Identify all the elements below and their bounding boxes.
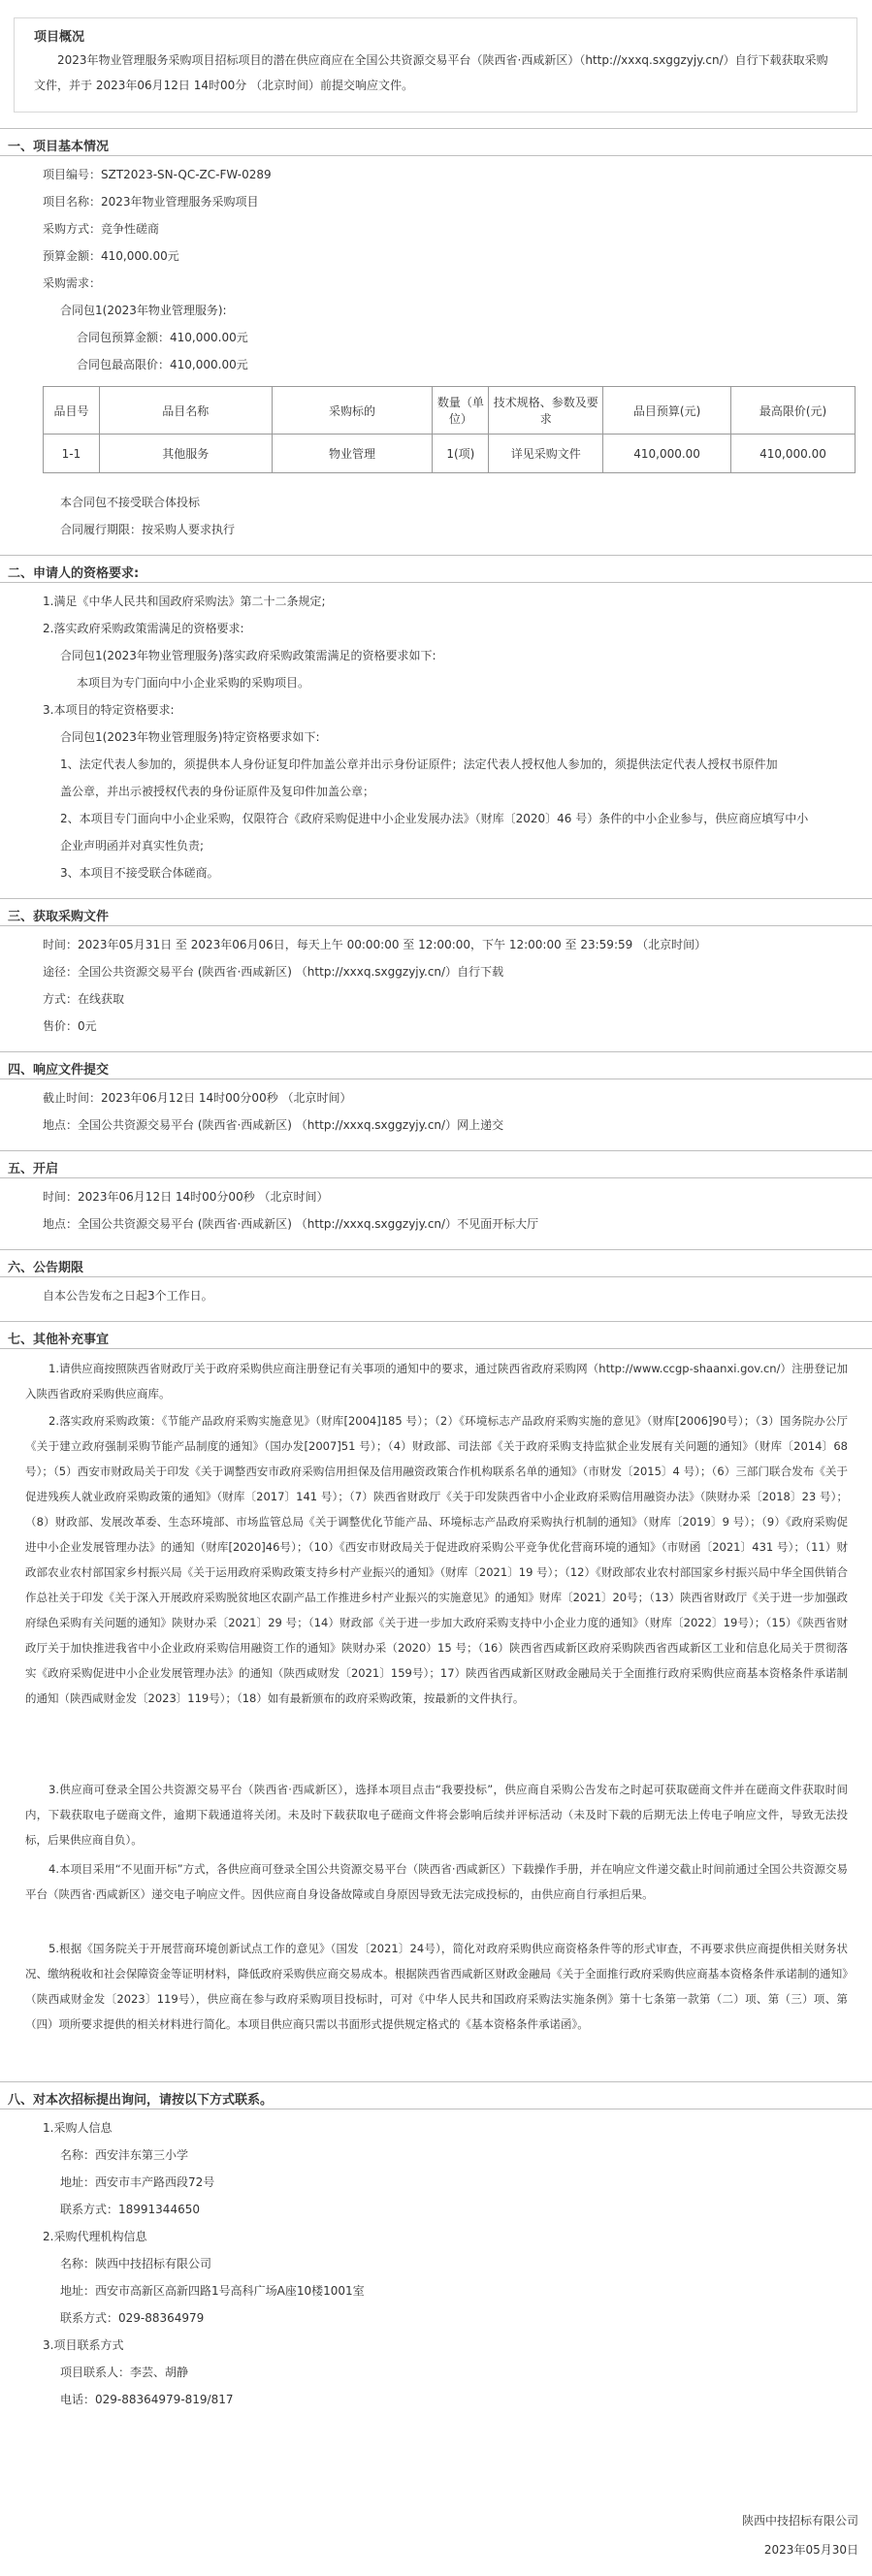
qual-line: 1、法定代表人参加的，须提供本人身份证复印件加盖公章并出示身份证原件；法定代表人授权他人参加的，须提供法定代表人授权书原件加 bbox=[60, 757, 778, 771]
table-header: 品目预算(元) bbox=[603, 387, 731, 435]
agent-phone: 联系方式：029-88364979 bbox=[60, 2311, 205, 2325]
divider bbox=[0, 1348, 872, 1349]
divider bbox=[0, 1177, 872, 1178]
section-5-title: 五、开启 bbox=[8, 1162, 59, 1176]
contract-package: 合同包1(2023年物业管理服务): bbox=[60, 304, 227, 317]
divider bbox=[0, 1150, 872, 1151]
footer-org: 陕西中技招标有限公司 bbox=[741, 2514, 858, 2528]
section-4-title: 四、响应文件提交 bbox=[8, 1063, 110, 1078]
divider bbox=[0, 1249, 872, 1250]
package-max-price: 合同包最高限价：410,000.00元 bbox=[77, 358, 248, 371]
qual-line: 企业声明函并对真实性负责; bbox=[60, 839, 205, 853]
section-7-title: 七、其他补充事宜 bbox=[8, 1333, 110, 1347]
divider bbox=[0, 582, 872, 583]
qual-line: 合同包1(2023年物业管理服务)特定资格要求如下: bbox=[60, 730, 320, 744]
buyer-phone: 联系方式：18991344650 bbox=[60, 2203, 200, 2216]
divider bbox=[0, 128, 872, 129]
qual-line: 本项目为专门面向中小企业采购的采购项目。 bbox=[77, 676, 310, 690]
divider bbox=[0, 925, 872, 926]
overview-text: 2023年物业管理服务采购项目招标项目的潜在供应商应在全国公共资源交易平台（陕西省·西咸新区）（http://xxxq.sxggzyjy.cn/）自行下载获取采购文件，并于 2023年06月12日 14时00分 （北京时间）前提交响应文件。 bbox=[34, 53, 828, 92]
table-header: 技术规格、参数及要求 bbox=[489, 387, 603, 435]
contract-period: 合同履行期限：按采购人要求执行 bbox=[60, 523, 236, 536]
qual-line: 2.落实政府采购政策需满足的资格要求: bbox=[43, 622, 244, 635]
submit-place: 地点：全国公共资源交易平台 (陕西省·西咸新区) （http://xxxq.sxggzyjy.cn/）网上递交 bbox=[43, 1118, 504, 1132]
table-header: 最高限价(元) bbox=[731, 387, 856, 435]
divider bbox=[0, 898, 872, 899]
divider bbox=[0, 1276, 872, 1277]
project-contact-people: 项目联系人：李芸、胡静 bbox=[60, 2366, 189, 2379]
open-place: 地点：全国公共资源交易平台 (陕西省·西咸新区) （http://xxxq.sxggzyjy.cn/）不见面开标大厅 bbox=[43, 1217, 539, 1231]
section-8-title: 八、对本次招标提出询问，请按以下方式联系。 bbox=[8, 2093, 274, 2108]
table-cell: 其他服务 bbox=[99, 435, 272, 473]
table-cell: 1(项) bbox=[433, 435, 489, 473]
table-cell: 详见采购文件 bbox=[489, 435, 603, 473]
divider bbox=[0, 2081, 872, 2082]
divider bbox=[0, 1051, 872, 1052]
project-contact-title: 3.项目联系方式 bbox=[43, 2338, 124, 2352]
qual-line: 3.本项目的特定资格要求: bbox=[43, 703, 175, 717]
agent-address: 地址：西安市高新区高新四路1号高科广场A座10楼1001室 bbox=[60, 2284, 365, 2298]
supplement-paragraph-1: 1.请供应商按照陕西省财政厅关于政府采购供应商注册登记有关事项的通知中的要求，通过陕西省政府采购网（http://www.ccgp-shaanxi.gov.cn/）注册登记加入陕西省政府采购供应商库。 bbox=[25, 1362, 848, 1401]
qual-line: 1.满足《中华人民共和国政府采购法》第二十二条规定; bbox=[43, 595, 326, 608]
table-header: 品目名称 bbox=[99, 387, 272, 435]
buyer-address: 地址：西安市丰产路西段72号 bbox=[60, 2175, 215, 2189]
table-header: 采购标的 bbox=[272, 387, 433, 435]
budget-amount: 预算金额：410,000.00元 bbox=[43, 249, 179, 263]
section-1-title: 一、项目基本情况 bbox=[8, 140, 110, 154]
acquire-time: 时间：2023年05月31日 至 2023年06月06日，每天上午 00:00:00 至 12:00:00，下午 12:00:00 至 23:59:59 （北京时间） bbox=[43, 938, 707, 951]
notice-period: 自本公告发布之日起3个工作日。 bbox=[43, 1289, 213, 1303]
acquire-place: 途径：全国公共资源交易平台 (陕西省·西咸新区) （http://xxxq.sxggzyjy.cn/）自行下载 bbox=[43, 965, 504, 979]
buyer-title: 1.采购人信息 bbox=[43, 2121, 113, 2135]
supplement-paragraph-2: 2.落实政府采购政策：《节能产品政府采购实施意见》（财库[2004]185 号）；（2）《环境标志产品政府采购实施的意见》（财库[2006]90号）；（3）国务院办公厅《关于建立政府强制采购节能产品制度的通知》（国办发[2007]51 号）；（4）财政部、司法部《关于政府采购支持监狱企业发展有关问题的通知》（财库〔2014〕68 号）；（5）西安市财政局关于印发《关于调整西安市政府采购信用担保及信用融资政策合作机构联系名单的通知》（市财发〔2015〕4 号）；（6）三部门联合发布《关于促进残疾人就业政府采购政策的通知》（财库〔2017〕141 号）；（7）陕西省财政厅《关于印发陕西省中小企业政府采购信用融资办法》（陕财办采〔2018〕23 号）；（8）财政部、发展改革委、生态环境部、市场监管总局《关于调整优化节能产品、环境标志产品政府采购执行机制的通知》（财库〔2019〕9 号）；（9）《政府采购促进中小企业发展管理办法》的通知（财库[2020]46号）；（10）《西安市财政局关于促进政府采购公平竞争优化营商环境的通知》（市财函〔2021〕431 号）；（11）财政部农业农村部国家乡村振兴局《关于运用政府采购政策支持乡村产业振兴的通知》（财库〔2021〕19 号）；（12）《财政部农业农村部国家乡村振兴局中华全国供销合作总社关于印发《关于深入开展政府采购脱贫地区农副产品工作推进乡村产业振兴的实施意见》的通知》财库〔2021〕20号；（13）陕西省财政厅《关于进一步加强政府绿色采购有关问题的通知》陕财办采〔2021〕29 号；（14）财政部《关于进一步加大政府采购支持中小企业力度的通知》（财库〔2022〕19号）；（15）《陕西省财政厅关于加快推进我省中小企业政府采购信用融资工作的通知》陕财办采（2020）15 号；（16）陕西省西咸新区政府采购陕西省西咸新区工业和信息化局关于贯彻落实《政府采购促进中小企业发展管理办法》的通知（陕西咸财发〔2021〕159号）；17）陕西省西咸新区财政金融局关于全面推行政府采购供应商基本资格条件承诺制的通知（陕西咸财金发〔2023〕119号）；（18）如有最新颁布的政府采购政策，按最新的文件执行。 bbox=[25, 1414, 848, 1705]
agent-name: 名称：陕西中技招标有限公司 bbox=[60, 2257, 212, 2270]
divider bbox=[0, 555, 872, 556]
buyer-name: 名称：西安沣东第三小学 bbox=[60, 2148, 189, 2162]
acquire-price: 售价：0元 bbox=[43, 1019, 97, 1033]
qual-line: 盖公章，并出示被授权代表的身份证原件及复印件加盖公章； bbox=[60, 785, 375, 798]
acquire-mode: 方式：在线获取 bbox=[43, 992, 125, 1006]
package-budget: 合同包预算金额：410,000.00元 bbox=[77, 331, 248, 344]
overview-title: 项目概况 bbox=[34, 30, 85, 45]
project-contact-phone: 电话：029-88364979-819/817 bbox=[60, 2393, 234, 2406]
project-name: 项目名称：2023年物业管理服务采购项目 bbox=[43, 195, 259, 209]
procurement-method: 采购方式：竞争性磋商 bbox=[43, 222, 160, 236]
table-cell: 1-1 bbox=[44, 435, 100, 473]
table-header: 品目号 bbox=[44, 387, 100, 435]
project-number: 项目编号：SZT2023-SN-QC-ZC-FW-0289 bbox=[43, 168, 272, 181]
open-time: 时间：2023年06月12日 14时00分00秒 （北京时间） bbox=[43, 1190, 329, 1204]
table-row bbox=[44, 435, 856, 473]
footer-date: 2023年05月30日 bbox=[763, 2543, 858, 2557]
agent-title: 2.采购代理机构信息 bbox=[43, 2230, 147, 2243]
procurement-demand: 采购需求： bbox=[43, 276, 102, 290]
consortium-note: 本合同包不接受联合体投标 bbox=[60, 496, 201, 509]
supplement-paragraph-5: 5.根据《国务院关于开展营商环境创新试点工作的意见》（国发〔2021〕24号），简化对政府采购供应商资格条件等的形式审查，不再要求供应商提供相关财务状况、缴纳税收和社会保障资金等证明材料，降低政府采购供应商交易成本。根据陕西省西咸新区财政金融局《关于全面推行政府采购供应商基本资格条件承诺制的通知》（陕西咸财金发〔2023〕119号），供应商在参与政府采购项目投标时，可对《中华人民共和国政府采购法实施条例》第十七条第一款第（二）项、第（三）项、第（四）项所要求提供的相关材料进行简化。本项目供应商只需以书面形式提供规定格式的《基本资格条件承诺函》。 bbox=[25, 1942, 848, 2031]
divider bbox=[0, 155, 872, 156]
divider bbox=[0, 1321, 872, 1322]
supplement-paragraph-4: 4.本项目采用“不见面开标”方式，各供应商可登录全国公共资源交易平台（陕西省·西咸新区）下载操作手册，并在响应文件递交截止时间前通过全国公共资源交易平台（陕西省·西咸新区）递交电子响应文件。因供应商自身设备故障或自身原因导致无法完成投标的，由供应商自行承担后果。 bbox=[25, 1862, 848, 1901]
table-cell: 物业管理 bbox=[272, 435, 433, 473]
qual-line: 2、本项目专门面向中小企业采购，仅限符合《政府采购促进中小企业发展办法》（财库〔2020〕46 号）条件的中小企业参与，供应商应填写中小 bbox=[60, 812, 809, 825]
section-3-title: 三、获取采购文件 bbox=[8, 910, 110, 924]
submit-deadline: 截止时间：2023年06月12日 14时00分00秒 （北京时间） bbox=[43, 1091, 352, 1105]
table-cell: 410,000.00 bbox=[603, 435, 731, 473]
qual-line: 合同包1(2023年物业管理服务)落实政府采购政策需满足的资格要求如下: bbox=[60, 649, 436, 662]
table-header: 数量（单位） bbox=[433, 387, 489, 435]
items-table bbox=[43, 386, 856, 473]
overview-box bbox=[14, 17, 857, 113]
section-6-title: 六、公告期限 bbox=[8, 1261, 84, 1275]
qual-line: 3、本项目不接受联合体磋商。 bbox=[60, 866, 219, 880]
section-2-title: 二、申请人的资格要求: bbox=[8, 566, 140, 581]
table-header-row bbox=[44, 387, 856, 435]
table-cell: 410,000.00 bbox=[731, 435, 856, 473]
supplement-paragraph-3: 3.供应商可登录全国公共资源交易平台（陕西省·西咸新区），选择本项目点击“我要投标”，供应商自采购公告发布之时起可获取磋商文件并在磋商文件获取时间内，下载获取电子磋商文件，逾期下载通道将关闭。未及时下载获取电子磋商文件将会影响后续并评标活动（未及时下载的后期无法上传电子响应文件，导致无法投标，后果供应商自负）。 bbox=[25, 1783, 848, 1847]
